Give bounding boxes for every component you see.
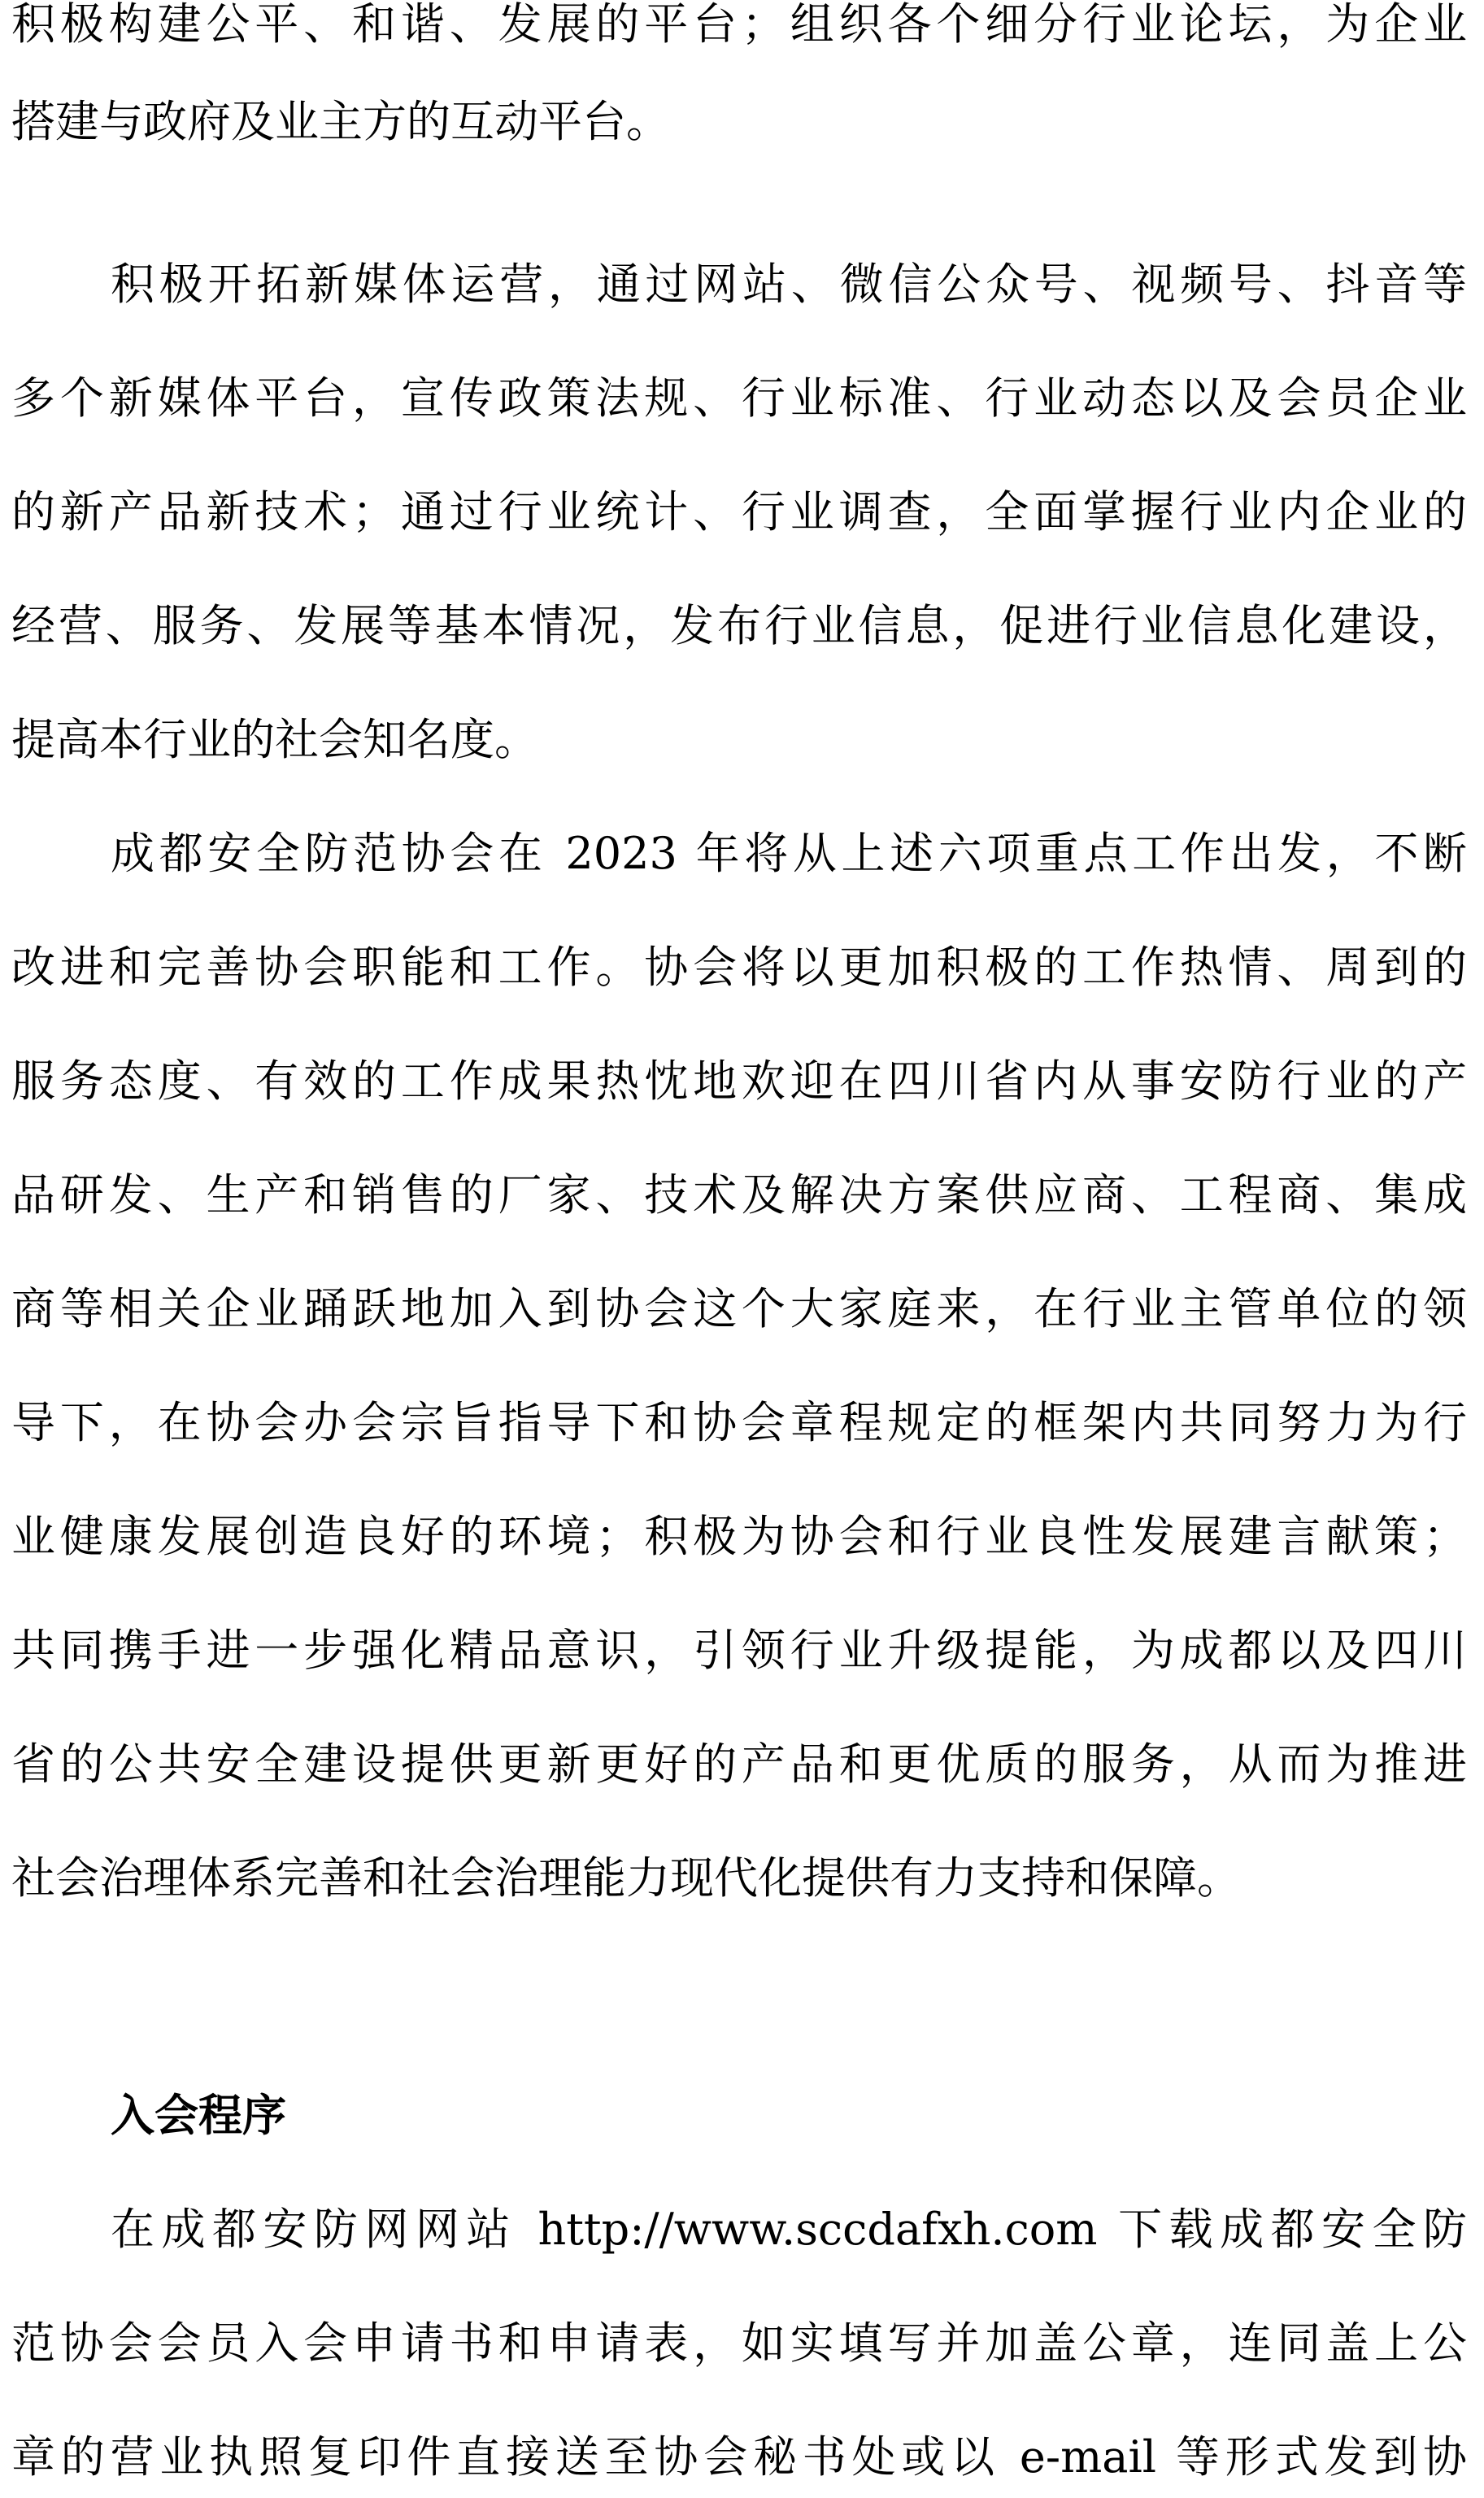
paragraph-line: 在成都安防网网站 http://www.sccdafxh.com 下载成都安全防 bbox=[111, 2204, 1467, 2255]
paragraph-line: 搭建与政府及业主方的互动平台。 bbox=[11, 96, 670, 147]
spacer bbox=[11, 0, 1467, 81]
paragraph-line: 商等相关企业踊跃地加入到协会这个大家庭来，在行业主管单位的领 bbox=[11, 1283, 1467, 1334]
paragraph-line: 省的公共安全建设提供更新更好的产品和更优质的服务，从而为推进 bbox=[11, 1739, 1467, 1790]
paragraph-line: 范协会会员入会申请书和申请表，如实填写并加盖公章，连同盖上公 bbox=[11, 2317, 1467, 2369]
paragraph-line: 的新产品新技术；通过行业统计、行业调查，全面掌握行业内企业的 bbox=[11, 486, 1467, 537]
paragraph-line: 导下，在协会办会宗旨指导下和协会章程规定的框架内共同努力为行 bbox=[11, 1397, 1467, 1448]
paragraph-line: 业健康发展创造良好的环境；积极为协会和行业良性发展建言献策； bbox=[11, 1511, 1467, 1562]
section-heading: 入会程序 bbox=[111, 2090, 286, 2141]
paragraph-line: 积极开拓新媒体运营，通过网站、微信公众号、视频号、抖音等 bbox=[111, 259, 1467, 310]
paragraph-line: 积极构建公平、和谐、发展的平台；组织各个细分行业论坛，为企业 bbox=[11, 0, 1467, 50]
paragraph-line: 服务态度、有效的工作成果热忱地欢迎在四川省内从事安防行业的产 bbox=[11, 1055, 1467, 1107]
paragraph-line: 提高本行业的社会知名度。 bbox=[11, 714, 538, 765]
paragraph-line: 多个新媒体平台，宣传政策法规、行业标准、行业动态以及会员企业 bbox=[11, 372, 1467, 424]
paragraph-line: 经营、服务、发展等基本情况，发布行业信息，促进行业信息化建设， bbox=[11, 600, 1467, 651]
paragraph-line: 品研发、生产和销售的厂家、技术及解决方案供应商、工程商、集成 bbox=[11, 1169, 1467, 1221]
paragraph-line: 社会治理体系完善和社会治理能力现代化提供有力支持和保障。 bbox=[11, 1852, 1241, 1904]
paragraph-line: 章的营业执照复印件直接送至协会秘书处或以 e-mail 等形式发到协 bbox=[11, 2431, 1467, 2483]
paragraph-line: 共同携手进一步强化精品意识，引领行业升级提能，为成都以及四川 bbox=[11, 1625, 1467, 1676]
paragraph-line: 改进和完善协会职能和工作。协会将以更加积极的工作热情、周到的 bbox=[11, 942, 1467, 993]
paragraph-line: 成都安全防范协会在 2023 年将从上述六项重点工作出发，不断 bbox=[111, 828, 1467, 879]
